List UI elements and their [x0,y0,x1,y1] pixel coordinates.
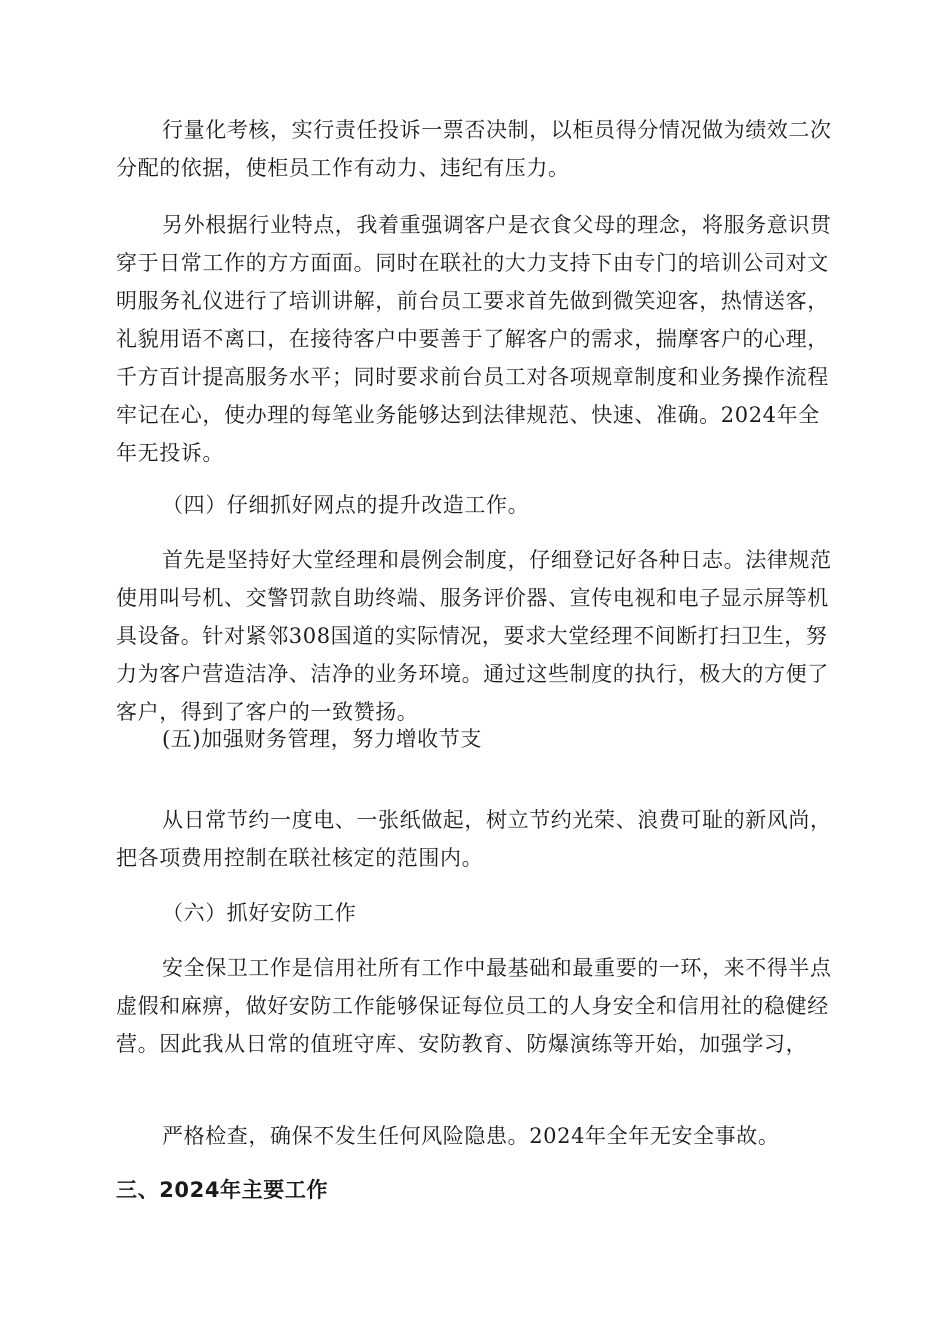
paragraph-security-work: 安全保卫工作是信用社所有工作中最基础和最重要的一环，来不得半点虚假和麻痹，做好安防工作能够保证每位员工的人身安全和信用社的稳健经营。因此我从日常的值班守库、安防教育、防爆演练等开始，加强学习， [116,956,832,1056]
paragraph-lobby-manager: 首先是坚持好大堂经理和晨例会制度，仔细登记好各种日志。法律规范使用叫号机、交警罚款自助终端、服务评价器、宣传电视和电子显示屏等机具设备。针对紧邻308国道的实际情况，要求大堂经理不间断打扫卫生，努力为客户营造洁净、洁净的业务环境。通过这些制度的执行，极大的方便了客户，得到了客户的一致赞扬。 [116,548,832,724]
subheading-security: （六）抓好安防工作 [162,901,357,925]
paragraph-inspection: 严格检查，确保不发生任何风险隐患。2024年全年无安全事故。 [162,1124,780,1148]
paragraph-assessment: 行量化考核，实行责任投诉一票否决制，以柜员得分情况做为绩效二次分配的依据，使柜员工作有动力、违纪有压力。 [116,118,832,180]
paragraph-service-awareness: 另外根据行业特点，我着重强调客户是衣食父母的理念，将服务意识贯穿于日常工作的方方面面。同时在联社的大力支持下由专门的培训公司对文明服务礼仪进行了培训讲解，前台员工要求首先做到微笑迎客，热情送客，礼貌用语不离口，在接待客户中要善于了解客户的需求，揣摩客户的心理，千方百计提高服务水平；同时要求前台员工对各项规章制度和业务操作流程牢记在心，使办理的每笔业务能够达到法律规范、快速、准确。2024年全年无投诉。 [116,213,832,465]
section-heading: 三、2024年主要工作 [116,1178,329,1202]
subheading-outlet-upgrade: （四）仔细抓好网点的提升改造工作。 [162,493,530,517]
paragraph-cost-saving: 从日常节约一度电、一张纸做起，树立节约光荣、浪费可耻的新风尚，把各项费用控制在联社核定的范围内。 [116,808,832,870]
subheading-finance: (五)加强财务管理，努力增收节支 [162,727,482,751]
